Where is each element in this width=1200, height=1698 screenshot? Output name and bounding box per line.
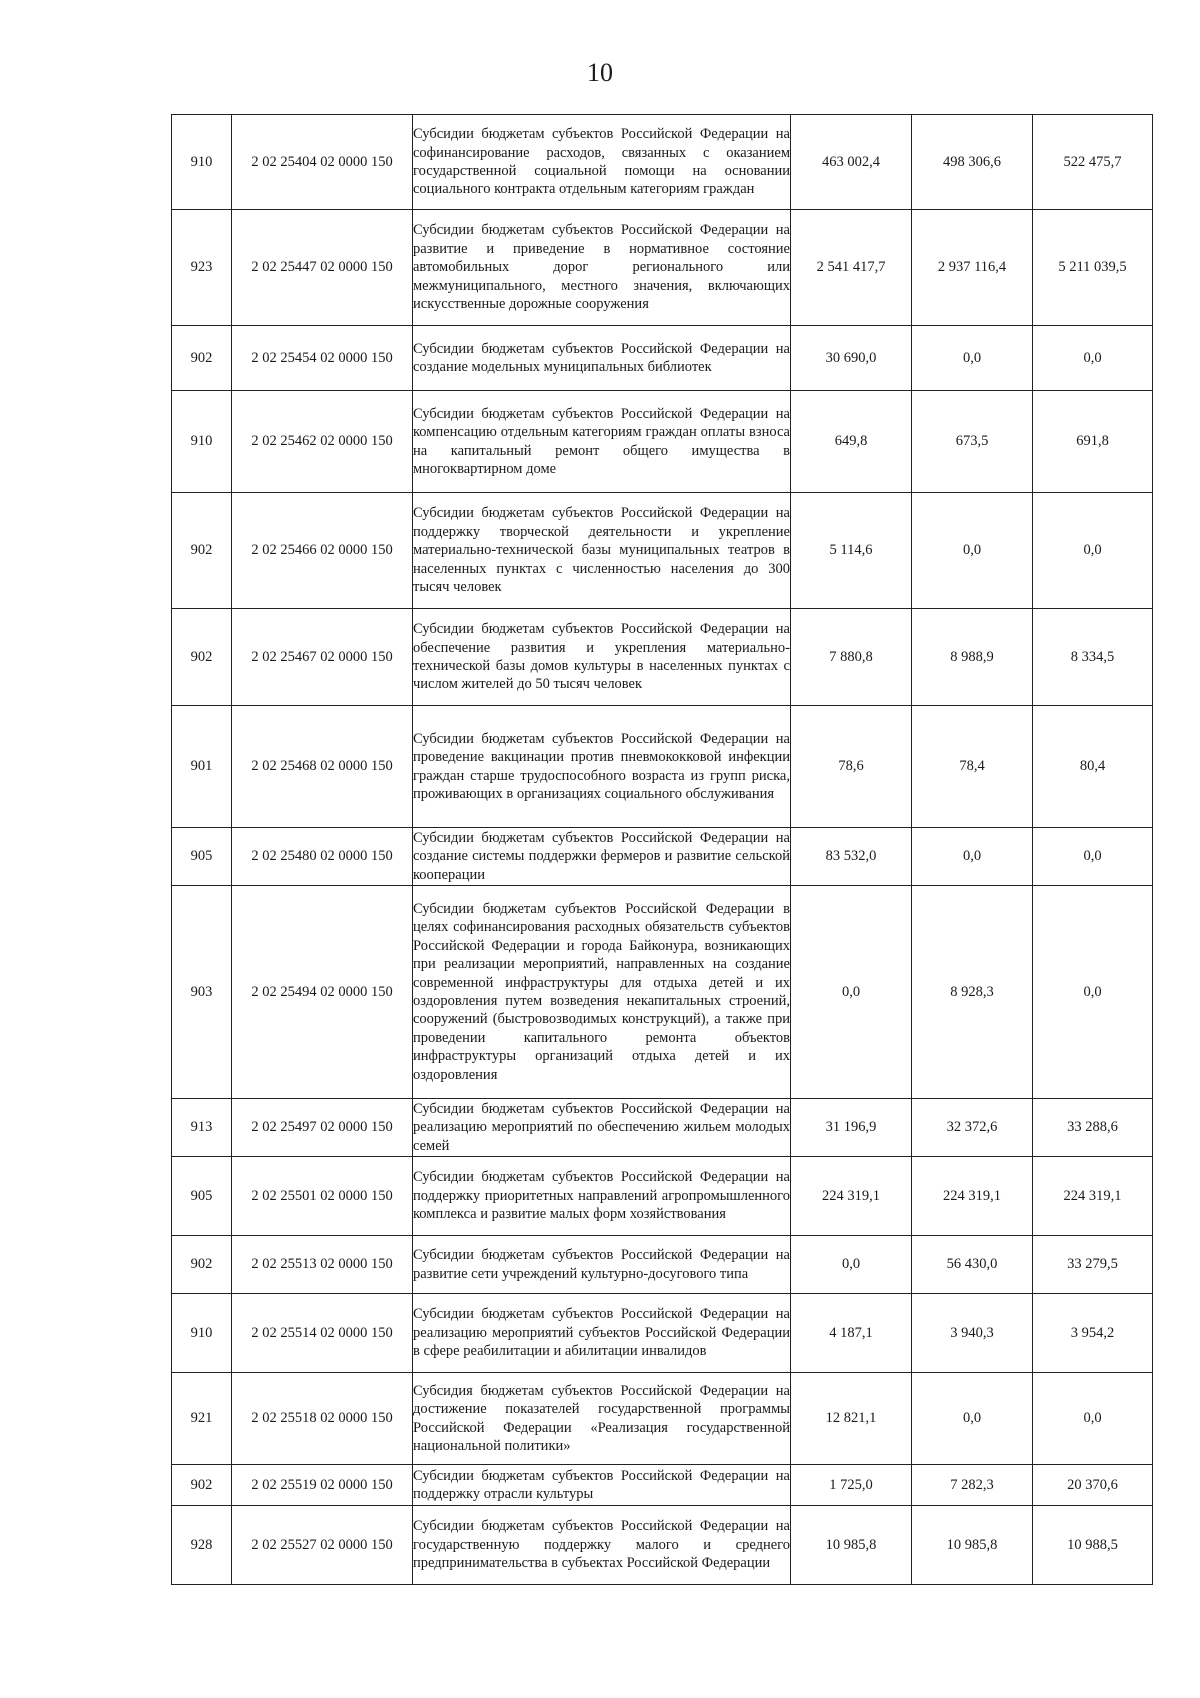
income-name-cell: Субсидия бюджетам субъектов Российской Федерации на достижение показателей государственной программы Российской Федерации «Реализация государственной национальной политики»: [413, 1373, 791, 1465]
budget-table: [171, 114, 1153, 1585]
admin-code-cell: 910: [172, 391, 232, 493]
budget-code-cell: 2 02 25501 02 0000 150: [232, 1157, 413, 1236]
table-row: [172, 391, 1153, 493]
income-name-cell: Субсидии бюджетам субъектов Российской Федерации на создание системы поддержки фермеров и развитие сельской кооперации: [413, 828, 791, 886]
table-row: [172, 493, 1153, 609]
value-year2-cell: 8 928,3: [912, 886, 1033, 1099]
budget-code-cell: 2 02 25404 02 0000 150: [232, 115, 413, 210]
value-year3-cell: 33 288,6: [1033, 1099, 1153, 1157]
value-year1-cell: 1 725,0: [791, 1465, 912, 1506]
value-year2-cell: 0,0: [912, 828, 1033, 886]
value-year3-cell: 691,8: [1033, 391, 1153, 493]
table-row: [172, 326, 1153, 391]
value-year3-cell: 80,4: [1033, 706, 1153, 828]
table-row: [172, 1157, 1153, 1236]
table-row: [172, 706, 1153, 828]
value-year1-cell: 10 985,8: [791, 1506, 912, 1585]
budget-code-cell: 2 02 25467 02 0000 150: [232, 609, 413, 706]
income-name-cell: Субсидии бюджетам субъектов Российской Федерации на обеспечение развития и укрепления материально-технической базы домов культуры в населенных пунктах с числом жителей до 50 тысяч человек: [413, 609, 791, 706]
value-year2-cell: 2 937 116,4: [912, 210, 1033, 326]
value-year1-cell: 0,0: [791, 1236, 912, 1294]
budget-code-cell: 2 02 25447 02 0000 150: [232, 210, 413, 326]
admin-code-cell: 902: [172, 326, 232, 391]
table-row: [172, 1373, 1153, 1465]
value-year2-cell: 3 940,3: [912, 1294, 1033, 1373]
admin-code-cell: 902: [172, 493, 232, 609]
value-year3-cell: 20 370,6: [1033, 1465, 1153, 1506]
value-year2-cell: 10 985,8: [912, 1506, 1033, 1585]
value-year2-cell: 32 372,6: [912, 1099, 1033, 1157]
value-year3-cell: 33 279,5: [1033, 1236, 1153, 1294]
value-year2-cell: 56 430,0: [912, 1236, 1033, 1294]
value-year1-cell: 31 196,9: [791, 1099, 912, 1157]
value-year3-cell: 522 475,7: [1033, 115, 1153, 210]
income-name-cell: Субсидии бюджетам субъектов Российской Федерации на развитие сети учреждений культурно-досугового типа: [413, 1236, 791, 1294]
table-row: [172, 115, 1153, 210]
income-name-cell: Субсидии бюджетам субъектов Российской Федерации на реализацию мероприятий по обеспечению жильем молодых семей: [413, 1099, 791, 1157]
table-row: [172, 1294, 1153, 1373]
budget-code-cell: 2 02 25480 02 0000 150: [232, 828, 413, 886]
table-row: [172, 1236, 1153, 1294]
table-row: [172, 210, 1153, 326]
budget-code-cell: 2 02 25527 02 0000 150: [232, 1506, 413, 1585]
value-year1-cell: 12 821,1: [791, 1373, 912, 1465]
table-row: [172, 609, 1153, 706]
value-year2-cell: 78,4: [912, 706, 1033, 828]
value-year3-cell: 10 988,5: [1033, 1506, 1153, 1585]
income-name-cell: Субсидии бюджетам субъектов Российской Федерации в целях софинансирования расходных обязательств субъектов Российской Федерации и города Байконура, возникающих при реализации мероприятий, направленных на создание современной инфраструктуры для отдыха детей и их оздоровления путем возведения некапитальных строений, сооружений (быстровозводимых конструкций), а также при проведении капитального ремонта объектов инфраструктуры организаций отдыха детей и их оздоровления: [413, 886, 791, 1099]
value-year1-cell: 7 880,8: [791, 609, 912, 706]
value-year3-cell: 5 211 039,5: [1033, 210, 1153, 326]
income-name-cell: Субсидии бюджетам субъектов Российской Федерации на развитие и приведение в нормативное состояние автомобильных дорог регионального или межмуниципального, местного значения, включающих искусственные дорожные сооружения: [413, 210, 791, 326]
table-row: [172, 828, 1153, 886]
income-name-cell: Субсидии бюджетам субъектов Российской Федерации на реализацию мероприятий субъектов Российской Федерации в сфере реабилитации и абилитации инвалидов: [413, 1294, 791, 1373]
budget-code-cell: 2 02 25468 02 0000 150: [232, 706, 413, 828]
value-year3-cell: 3 954,2: [1033, 1294, 1153, 1373]
value-year2-cell: 498 306,6: [912, 115, 1033, 210]
value-year1-cell: 78,6: [791, 706, 912, 828]
value-year3-cell: 8 334,5: [1033, 609, 1153, 706]
value-year1-cell: 83 532,0: [791, 828, 912, 886]
budget-code-cell: 2 02 25466 02 0000 150: [232, 493, 413, 609]
value-year3-cell: 0,0: [1033, 326, 1153, 391]
admin-code-cell: 902: [172, 609, 232, 706]
admin-code-cell: 902: [172, 1236, 232, 1294]
page-number: 10: [587, 58, 613, 87]
budget-code-cell: 2 02 25519 02 0000 150: [232, 1465, 413, 1506]
value-year1-cell: 30 690,0: [791, 326, 912, 391]
value-year1-cell: 5 114,6: [791, 493, 912, 609]
admin-code-cell: 901: [172, 706, 232, 828]
budget-code-cell: 2 02 25514 02 0000 150: [232, 1294, 413, 1373]
value-year2-cell: 0,0: [912, 493, 1033, 609]
budget-code-cell: 2 02 25497 02 0000 150: [232, 1099, 413, 1157]
income-name-cell: Субсидии бюджетам субъектов Российской Федерации на проведение вакцинации против пневмококковой инфекции граждан старше трудоспособного возраста из групп риска, проживающих в организациях социального обслуживания: [413, 706, 791, 828]
admin-code-cell: 921: [172, 1373, 232, 1465]
budget-code-cell: 2 02 25518 02 0000 150: [232, 1373, 413, 1465]
admin-code-cell: 910: [172, 115, 232, 210]
value-year3-cell: 0,0: [1033, 886, 1153, 1099]
value-year2-cell: 224 319,1: [912, 1157, 1033, 1236]
value-year1-cell: 463 002,4: [791, 115, 912, 210]
admin-code-cell: 923: [172, 210, 232, 326]
admin-code-cell: 905: [172, 1157, 232, 1236]
income-name-cell: Субсидии бюджетам субъектов Российской Федерации на поддержку отрасли культуры: [413, 1465, 791, 1506]
income-name-cell: Субсидии бюджетам субъектов Российской Федерации на поддержку творческой деятельности и укрепление материально-технической базы муниципальных театров в населенных пунктах с численностью населения до 300 тысяч человек: [413, 493, 791, 609]
value-year1-cell: 2 541 417,7: [791, 210, 912, 326]
income-name-cell: Субсидии бюджетам субъектов Российской Федерации на софинансирование расходов, связанных с оказанием государственной социальной помощи на основании социального контракта отдельным категориям граждан: [413, 115, 791, 210]
value-year2-cell: 8 988,9: [912, 609, 1033, 706]
admin-code-cell: 913: [172, 1099, 232, 1157]
value-year2-cell: 673,5: [912, 391, 1033, 493]
admin-code-cell: 910: [172, 1294, 232, 1373]
budget-code-cell: 2 02 25513 02 0000 150: [232, 1236, 413, 1294]
table-row: [172, 1506, 1153, 1585]
table-row: [172, 886, 1153, 1099]
value-year1-cell: 4 187,1: [791, 1294, 912, 1373]
value-year2-cell: 0,0: [912, 326, 1033, 391]
value-year3-cell: 224 319,1: [1033, 1157, 1153, 1236]
admin-code-cell: 928: [172, 1506, 232, 1585]
income-name-cell: Субсидии бюджетам субъектов Российской Федерации на компенсацию отдельным категориям граждан оплаты взноса на капитальный ремонт общего имущества в многоквартирном доме: [413, 391, 791, 493]
value-year1-cell: 224 319,1: [791, 1157, 912, 1236]
admin-code-cell: 905: [172, 828, 232, 886]
table-row: [172, 1465, 1153, 1506]
admin-code-cell: 902: [172, 1465, 232, 1506]
value-year1-cell: 649,8: [791, 391, 912, 493]
income-name-cell: Субсидии бюджетам субъектов Российской Федерации на создание модельных муниципальных библиотек: [413, 326, 791, 391]
budget-code-cell: 2 02 25494 02 0000 150: [232, 886, 413, 1099]
value-year2-cell: 7 282,3: [912, 1465, 1033, 1506]
income-name-cell: Субсидии бюджетам субъектов Российской Федерации на поддержку приоритетных направлений агропромышленного комплекса и развитие малых форм хозяйствования: [413, 1157, 791, 1236]
value-year3-cell: 0,0: [1033, 1373, 1153, 1465]
table-body: [172, 115, 1153, 1585]
value-year1-cell: 0,0: [791, 886, 912, 1099]
budget-code-cell: 2 02 25454 02 0000 150: [232, 326, 413, 391]
admin-code-cell: 903: [172, 886, 232, 1099]
budget-code-cell: 2 02 25462 02 0000 150: [232, 391, 413, 493]
income-name-cell: Субсидии бюджетам субъектов Российской Федерации на государственную поддержку малого и среднего предпринимательства в субъектах Российской Федерации: [413, 1506, 791, 1585]
value-year3-cell: 0,0: [1033, 493, 1153, 609]
value-year3-cell: 0,0: [1033, 828, 1153, 886]
table-row: [172, 1099, 1153, 1157]
value-year2-cell: 0,0: [912, 1373, 1033, 1465]
